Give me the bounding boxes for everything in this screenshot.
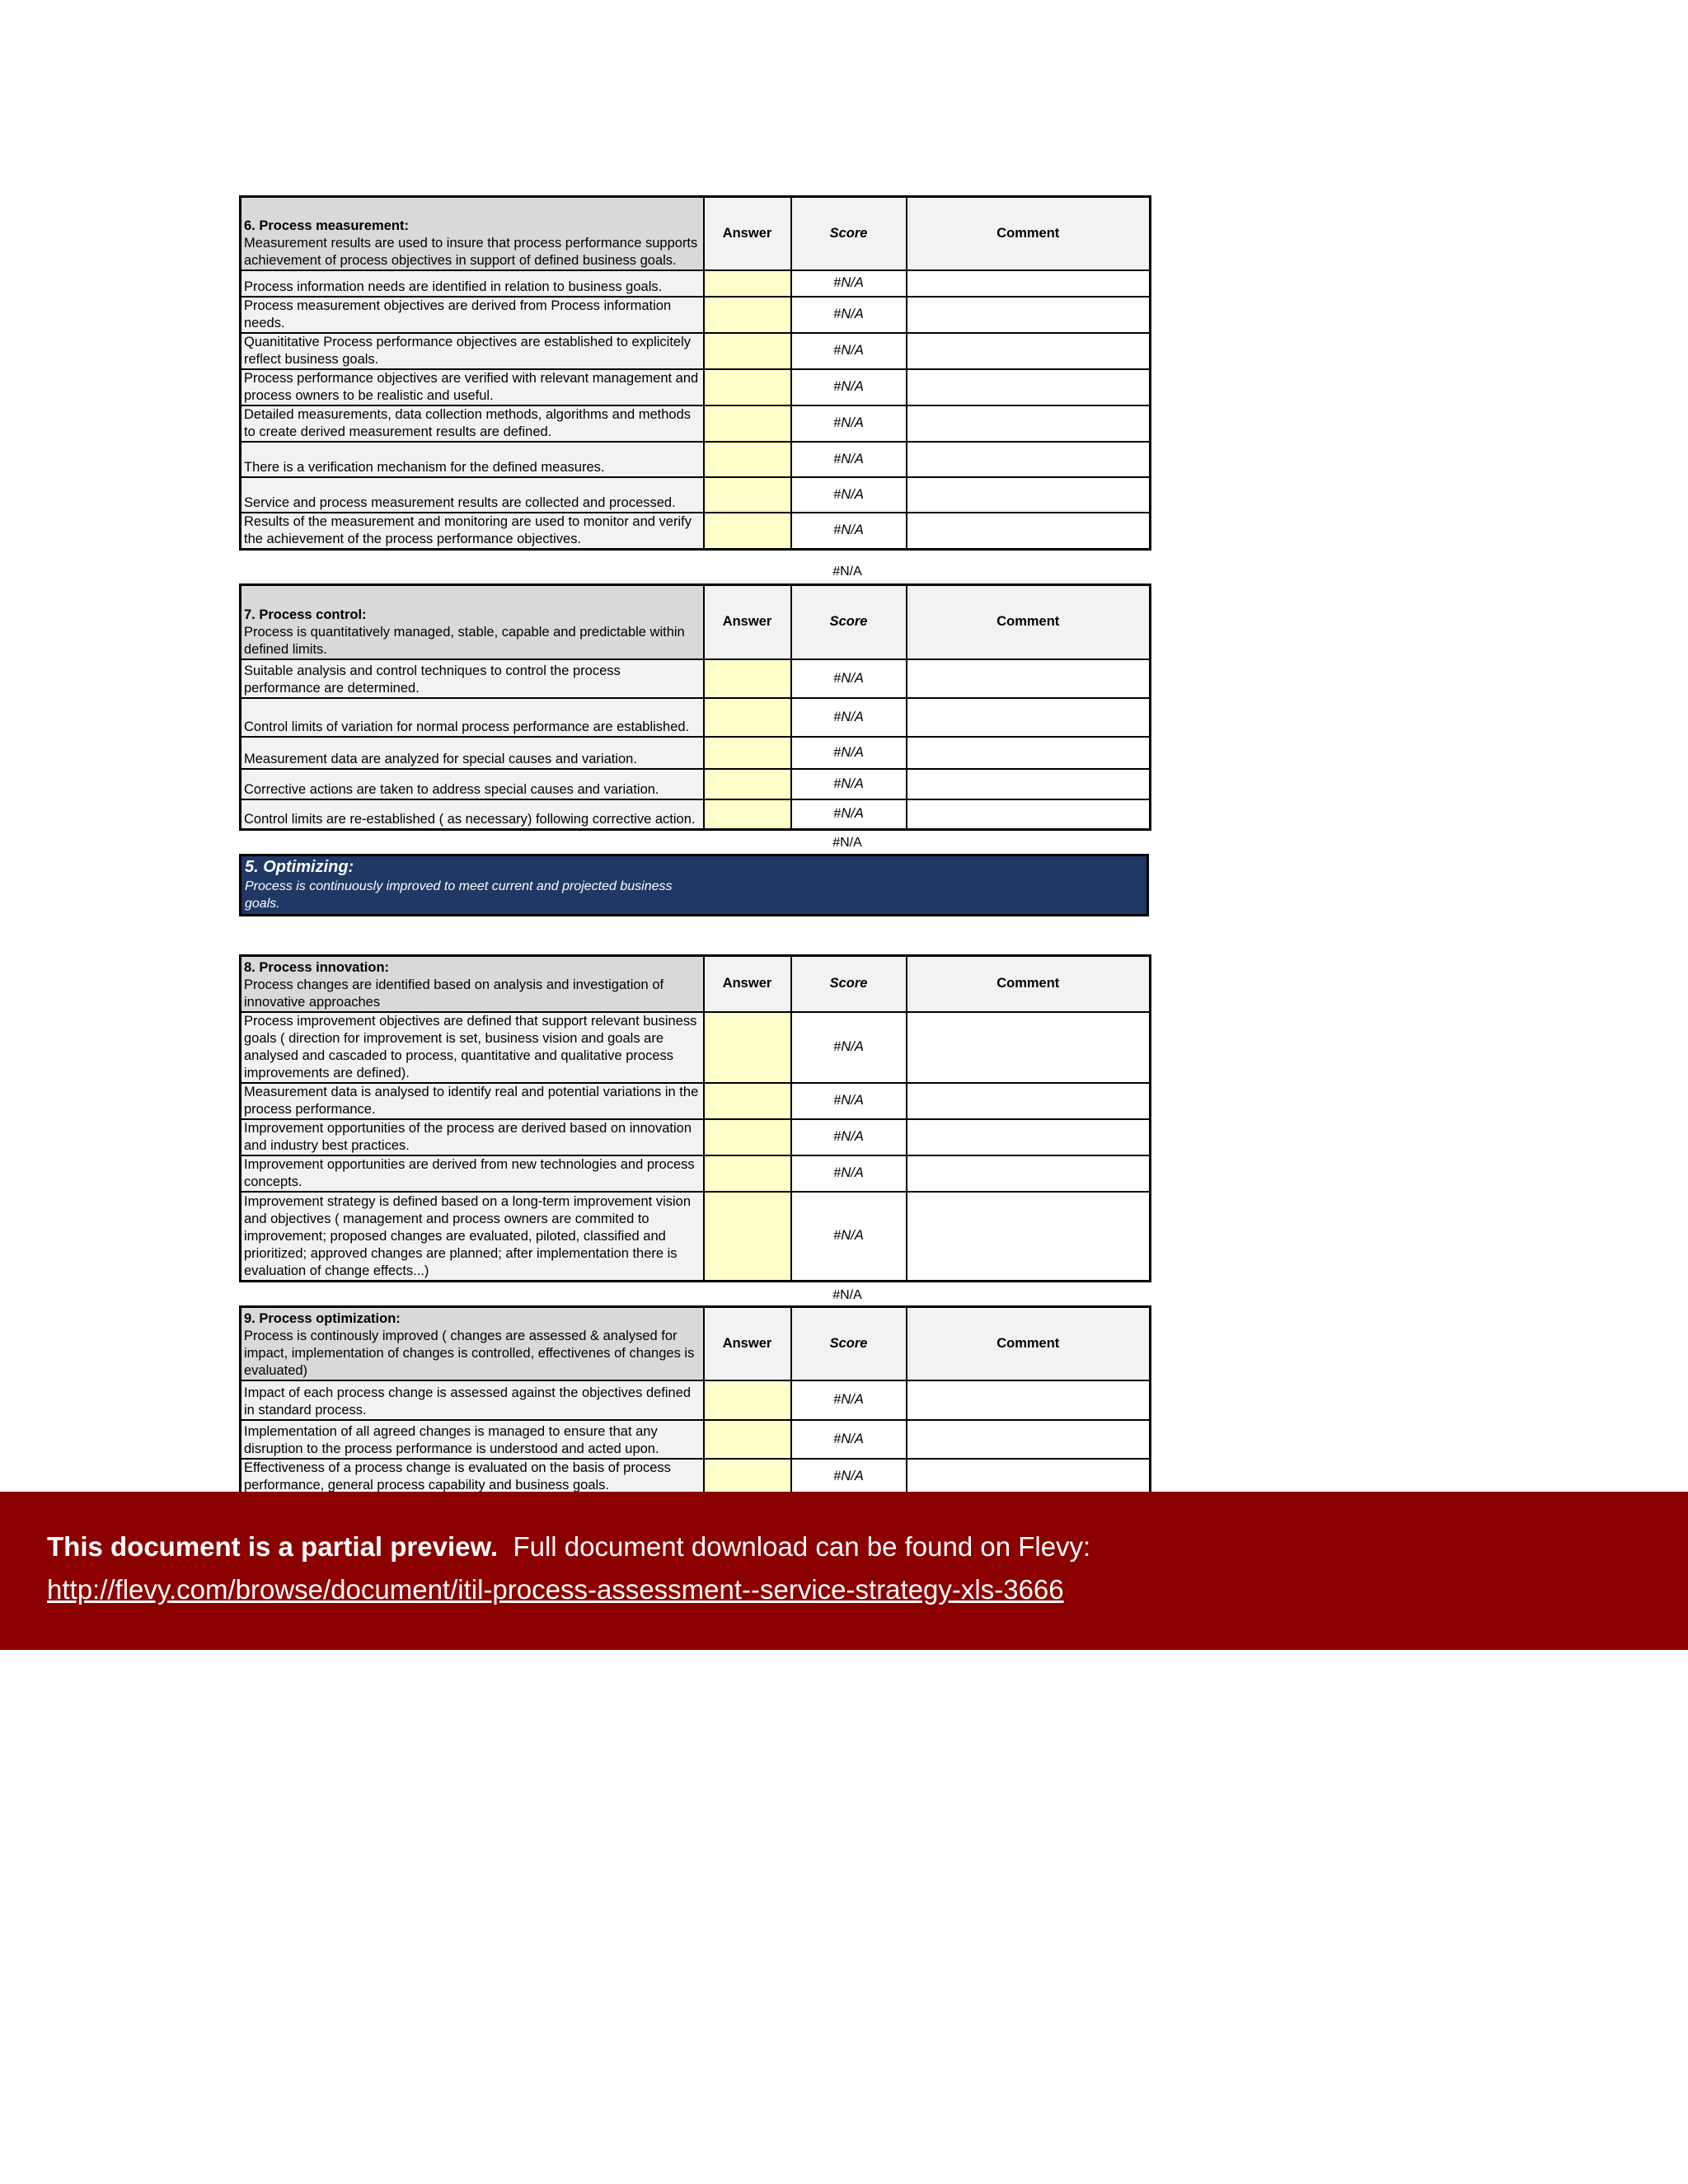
- answer-cell[interactable]: [704, 1119, 791, 1155]
- question-text: Improvement strategy is defined based on a long-term improvement vision and objectives ( management and process owners are commited to improvement; proposed changes are evaluated, piloted, classified and prioritized; approved changes are planned; after implementation there is evaluation of change effects...): [241, 1192, 704, 1282]
- table-row: [241, 1459, 1151, 1496]
- question-text: Service and process measurement results are collected and processed.: [241, 477, 704, 513]
- comment-cell[interactable]: [907, 297, 1151, 333]
- table-row: [241, 297, 1151, 333]
- comment-cell[interactable]: [907, 1459, 1151, 1496]
- score-cell: #N/A: [791, 1459, 907, 1496]
- score-column-header: Score: [791, 585, 907, 659]
- comment-cell[interactable]: [907, 405, 1151, 442]
- level-header-optimizing: [239, 854, 1149, 916]
- comment-cell[interactable]: [907, 477, 1151, 513]
- comment-cell[interactable]: [907, 1083, 1151, 1119]
- question-text: Corrective actions are taken to address special causes and variation.: [241, 769, 704, 799]
- question-text: Quanititative Process performance objectives are established to explicitely reflect business goals.: [241, 333, 704, 369]
- table-row: [241, 737, 1151, 769]
- comment-cell[interactable]: [907, 369, 1151, 405]
- table-process-measurement: [239, 195, 1151, 551]
- answer-cell[interactable]: [704, 477, 791, 513]
- section-header: [241, 956, 704, 1012]
- table-row: [241, 1083, 1151, 1119]
- section-total-score: #N/A: [832, 565, 862, 579]
- comment-cell[interactable]: [907, 659, 1151, 698]
- question-text: Effectiveness of a process change is evaluated on the basis of process performance, general process capability and business goals.: [241, 1459, 704, 1496]
- question-text: Measurement data are analyzed for special causes and variation.: [241, 737, 704, 769]
- score-cell: #N/A: [791, 270, 907, 297]
- comment-cell[interactable]: [907, 799, 1151, 830]
- answer-cell[interactable]: [704, 297, 791, 333]
- table-row: [241, 333, 1151, 369]
- answer-cell[interactable]: [704, 1083, 791, 1119]
- answer-cell[interactable]: [704, 769, 791, 799]
- section-header: [241, 585, 704, 659]
- comment-cell[interactable]: [907, 769, 1151, 799]
- answer-column-header: Answer: [704, 1307, 791, 1380]
- score-cell: #N/A: [791, 1083, 907, 1119]
- section-title: 6. Process measurement:: [244, 218, 409, 233]
- comment-cell[interactable]: [907, 1192, 1151, 1282]
- comment-cell[interactable]: [907, 333, 1151, 369]
- answer-column-header: Answer: [704, 585, 791, 659]
- answer-column-header: Answer: [704, 956, 791, 1012]
- score-column-header: Score: [791, 1307, 907, 1380]
- score-cell: #N/A: [791, 698, 907, 737]
- comment-cell[interactable]: [907, 1012, 1151, 1083]
- score-cell: #N/A: [791, 442, 907, 477]
- table-row: [241, 1012, 1151, 1083]
- comment-column-header: Comment: [907, 956, 1151, 1012]
- table-row: [241, 513, 1151, 550]
- section-description: Process is quantitatively managed, stable, capable and predictable within defined limits.: [244, 624, 685, 657]
- score-column-header: Score: [791, 197, 907, 270]
- comment-cell[interactable]: [907, 698, 1151, 737]
- table-row: [241, 270, 1151, 297]
- section-header: [241, 1307, 704, 1380]
- section-title: 9. Process optimization:: [244, 1310, 401, 1326]
- table-row: [241, 769, 1151, 799]
- section-description: Measurement results are used to insure that process performance supports achievement of process objectives in support of defined business goals.: [244, 235, 698, 268]
- score-cell: #N/A: [791, 405, 907, 442]
- score-cell: #N/A: [791, 1192, 907, 1282]
- answer-cell[interactable]: [704, 1155, 791, 1192]
- question-text: Results of the measurement and monitoring are used to monitor and verify the achievement of the process performance objectives.: [241, 513, 704, 550]
- score-cell: #N/A: [791, 1012, 907, 1083]
- flevy-download-link[interactable]: http://flevy.com/browse/document/itil-process-assessment--service-strategy-xls-3666: [47, 1574, 1064, 1605]
- answer-cell[interactable]: [704, 799, 791, 830]
- preview-notice: [47, 1531, 1090, 1563]
- score-cell: #N/A: [791, 1420, 907, 1459]
- comment-column-header: Comment: [907, 1307, 1151, 1380]
- comment-column-header: Comment: [907, 197, 1151, 270]
- preview-notice-text: Full document download can be found on Flevy:: [513, 1531, 1091, 1562]
- comment-cell[interactable]: [907, 270, 1151, 297]
- table-process-innovation: [239, 954, 1151, 1282]
- question-text: Improvement opportunities of the process are derived based on innovation and industry best practices.: [241, 1119, 704, 1155]
- answer-cell[interactable]: [704, 333, 791, 369]
- answer-cell[interactable]: [704, 659, 791, 698]
- table-row: [241, 369, 1151, 405]
- question-text: Improvement opportunities are derived from new technologies and process concepts.: [241, 1155, 704, 1192]
- question-text: Detailed measurements, data collection methods, algorithms and methods to create derived measurement results are defined.: [241, 405, 704, 442]
- question-text: Suitable analysis and control techniques to control the process performance are determined.: [241, 659, 704, 698]
- score-cell: #N/A: [791, 1119, 907, 1155]
- comment-cell[interactable]: [907, 1119, 1151, 1155]
- score-cell: #N/A: [791, 513, 907, 550]
- score-cell: #N/A: [791, 659, 907, 698]
- score-cell: #N/A: [791, 799, 907, 830]
- section-title: 8. Process innovation:: [244, 959, 390, 975]
- question-text: Process information needs are identified in relation to business goals.: [241, 270, 704, 297]
- comment-cell[interactable]: [907, 1420, 1151, 1459]
- table-process-optimization: [239, 1305, 1151, 1497]
- answer-cell[interactable]: [704, 1380, 791, 1420]
- score-cell: #N/A: [791, 333, 907, 369]
- section-total-score: #N/A: [832, 836, 862, 850]
- section-description: Process is continously improved ( changes are assessed & analysed for impact, implementation of changes is controlled, effectivenes of changes is evaluated): [244, 1328, 695, 1378]
- table-row: [241, 1380, 1151, 1420]
- table-row: [241, 1119, 1151, 1155]
- answer-cell[interactable]: [704, 369, 791, 405]
- answer-cell[interactable]: [704, 1459, 791, 1496]
- preview-banner: [0, 1492, 1688, 1650]
- score-cell: #N/A: [791, 769, 907, 799]
- comment-cell[interactable]: [907, 442, 1151, 477]
- score-cell: #N/A: [791, 1155, 907, 1192]
- question-text: Control limits of variation for normal process performance are established.: [241, 698, 704, 737]
- comment-cell[interactable]: [907, 737, 1151, 769]
- question-text: Process improvement objectives are defined that support relevant business goals ( direction for improvement is set, business vision and goals are analysed and cascaded to process, quantitative and qualitative process improvements are defined).: [241, 1012, 704, 1083]
- score-cell: #N/A: [791, 477, 907, 513]
- answer-cell[interactable]: [704, 1012, 791, 1083]
- question-text: Process measurement objectives are derived from Process information needs.: [241, 297, 704, 333]
- comment-cell[interactable]: [907, 513, 1151, 550]
- score-cell: #N/A: [791, 737, 907, 769]
- table-row: [241, 1155, 1151, 1192]
- preview-notice-bold: This document is a partial preview.: [47, 1531, 499, 1562]
- level-title: 5. Optimizing:: [245, 858, 354, 876]
- answer-column-header: Answer: [704, 197, 791, 270]
- table-row: [241, 477, 1151, 513]
- score-cell: #N/A: [791, 297, 907, 333]
- answer-cell[interactable]: [704, 698, 791, 737]
- question-text: Measurement data is analysed to identify real and potential variations in the process performance.: [241, 1083, 704, 1119]
- section-process-control: [239, 583, 1149, 850]
- answer-cell[interactable]: [704, 405, 791, 442]
- answer-cell[interactable]: [704, 1420, 791, 1459]
- score-cell: #N/A: [791, 369, 907, 405]
- question-text: Impact of each process change is assessed against the objectives defined in standard process.: [241, 1380, 704, 1420]
- question-text: Implementation of all agreed changes is managed to ensure that any disruption to the process performance is understood and acted upon.: [241, 1420, 704, 1459]
- section-process-innovation: [239, 954, 1149, 1302]
- answer-cell[interactable]: [704, 270, 791, 297]
- table-row: [241, 442, 1151, 477]
- table-row: [241, 405, 1151, 442]
- comment-cell[interactable]: [907, 1155, 1151, 1192]
- section-header: [241, 197, 704, 270]
- level-description: Process is continuously improved to meet current and projected business goals.: [245, 879, 673, 911]
- answer-cell[interactable]: [704, 737, 791, 769]
- comment-column-header: Comment: [907, 585, 1151, 659]
- section-process-measurement: [239, 195, 1149, 579]
- question-text: Process performance objectives are verified with relevant management and process owners to be realistic and useful.: [241, 369, 704, 405]
- question-text: Control limits are re-established ( as necessary) following corrective action.: [241, 799, 704, 830]
- answer-cell[interactable]: [704, 442, 791, 477]
- section-title: 7. Process control:: [244, 607, 367, 622]
- table-row: [241, 799, 1151, 830]
- table-row: [241, 1420, 1151, 1459]
- table-process-control: [239, 583, 1151, 831]
- answer-cell[interactable]: [704, 1192, 791, 1282]
- section-process-optimization: [239, 1305, 1149, 1497]
- section-total-score: #N/A: [832, 1288, 862, 1302]
- score-cell: #N/A: [791, 1380, 907, 1420]
- answer-cell[interactable]: [704, 513, 791, 550]
- section-description: Process changes are identified based on analysis and investigation of innovative approaches: [244, 977, 664, 1010]
- question-text: There is a verification mechanism for the defined measures.: [241, 442, 704, 477]
- table-row: [241, 698, 1151, 737]
- table-row: [241, 1192, 1151, 1282]
- table-row: [241, 659, 1151, 698]
- score-column-header: Score: [791, 956, 907, 1012]
- comment-cell[interactable]: [907, 1380, 1151, 1420]
